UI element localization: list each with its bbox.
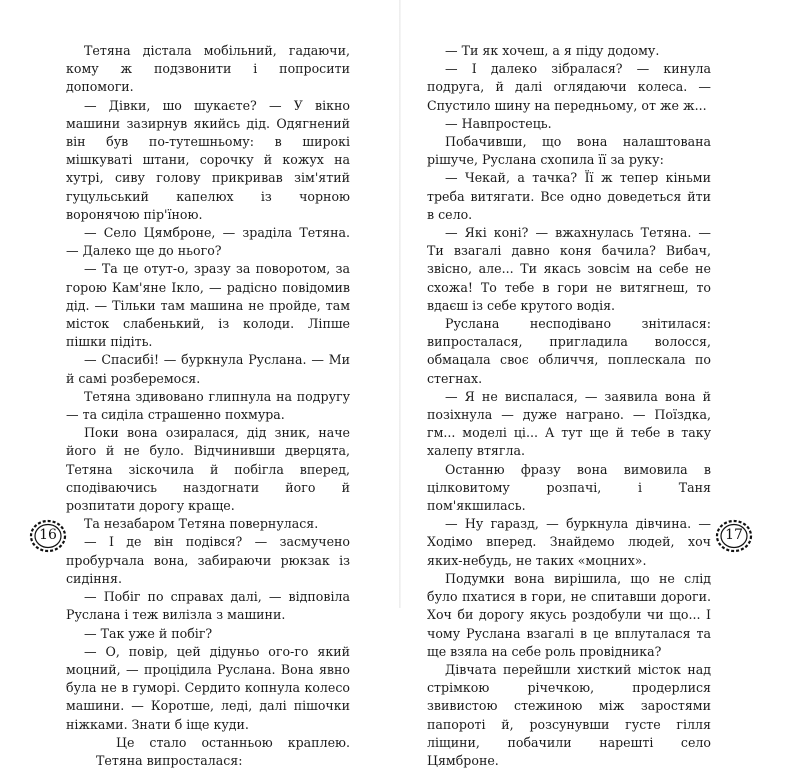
paragraph: — І де він подівся? — засмучено пробурчала вона, забираючи рюкзак із сидіння. <box>66 534 350 586</box>
paragraph: — О, повір, цей дідуньо ого-го який моцний, — процідила Руслана. Вона явно була не в гуморі. Сердито копнула колесо машини. — Коротше, леді, далі пішочки ніжками. Знати б іще куди. <box>66 643 350 732</box>
page-number-right <box>714 518 754 554</box>
paragraph: — І далеко зібралася? — кинула подруга, й далі оглядаючи колеса. — Спустило шину на передньому, от же ж... <box>427 61 711 113</box>
paragraph: Руслана несподівано знітилася: випросталася, пригладила волосся, обмацала своє обличчя, поплескала по стегнах. <box>427 316 711 386</box>
paragraph: Та незабаром Тетяна повернулася. <box>84 516 319 532</box>
paragraph: — Село Цямброне, — зраділа Тетяна. — Далеко ще до нього? <box>66 225 350 259</box>
paragraph: — Чекай, а тачка? Її ж тепер кіньми треба витягати. Все одно доведеться йти в село. <box>427 170 711 222</box>
page-number-left <box>28 518 68 554</box>
paragraph: — Ну гаразд, — буркнула дівчина. — Ходімо вперед. Знайдемо людей, хоч яких-небудь, не таких «моцних». <box>427 516 711 568</box>
right-page <box>400 0 800 768</box>
paragraph: Побачивши, що вона налаштована рішуче, Руслана схопила її за руку: <box>427 134 711 168</box>
paragraph: Тетяна дістала мобільний, гадаючи, кому ж подзвонити і попросити допомоги. <box>66 43 350 95</box>
page-number-text: 17 <box>725 527 743 543</box>
paragraph: — Навпростець. <box>445 115 552 131</box>
paragraph: — Я не виспалася, — заявила вона й позіхнула — дуже награно. — Поїздка, гм... моделі ці... А тут ще й тебе в таку халепу втягла. <box>427 388 711 459</box>
paragraph: — Побіг по справах далі, — відповіла Руслана і теж вилізла з машини. <box>66 589 350 623</box>
paragraph-last: Це стало останньою краплею. Тетяна випросталася: <box>96 734 350 768</box>
paragraph: — Спасибі! — буркнула Руслана. — Ми й самі розберемося. <box>66 352 350 386</box>
paragraph: — Та це отут-о, зразу за поворотом, за горою Кам'яне Ікло, — радісно повідомив дід. — Тільки там машина не пройде, там місток слабенький, із колоди. Ліпше пішки підіть. <box>66 261 350 350</box>
left-page <box>0 0 400 768</box>
paragraph: — Ти як хочеш, а я піду додому. <box>445 43 660 58</box>
paragraph: Поки вона озиралася, дід зник, наче його й не було. Відчинивши дверцята, Тетяна зіскочила й побігла вперед, сподіваючись наздогнати його й розпитати дорогу краще. <box>66 425 350 514</box>
paragraph: Подумки вона вирішила, що не слід було пхатися в гори, не спитавши дороги. Хоч би дорогу якусь роздобули чи що... І чому Руслана взагалі в це вплуталася та ще взяла на себе роль провідника? <box>427 570 711 659</box>
paragraph: — Які коні? — вжахнулась Тетяна. — Ти взагалі давно коня бачила? Вибач, звісно, але... Ти якась зовсім на себе не схожа! То тебе в гори не витягнеш, то вдаєш із себе крутого водія. <box>427 225 711 313</box>
page-number-text: 16 <box>39 527 57 543</box>
paragraph: — Дівки, шо шукаєте? — У вікно машини зазирнув якийсь дід. Одягнений він був по-тутешньому: в широкі мішкуваті штани, сорочку й кожух на хутрі, сиву голову прикривав зім'ятий гуцульський капелюх із чорною воронячою пір'їною. <box>66 97 350 222</box>
paragraph: Дівчата перейшли хисткий місток над стрімкою річечкою, продерлися звивистою стежиною між заростями папороті й, розсунувши густе гілля ліщини, побачили нарешті село Цямброне. <box>427 661 711 768</box>
paragraph: Тетяна здивовано глипнула на подругу — та сиділа страшенно похмура. <box>66 388 350 423</box>
left-page-text <box>66 42 350 770</box>
paragraph: Останню фразу вона вимовила в цілковитому розпачі, і Таня пом'якшилась. <box>427 461 711 514</box>
right-page-text <box>427 42 711 770</box>
paragraph: — Так уже й побіг? <box>84 625 213 641</box>
